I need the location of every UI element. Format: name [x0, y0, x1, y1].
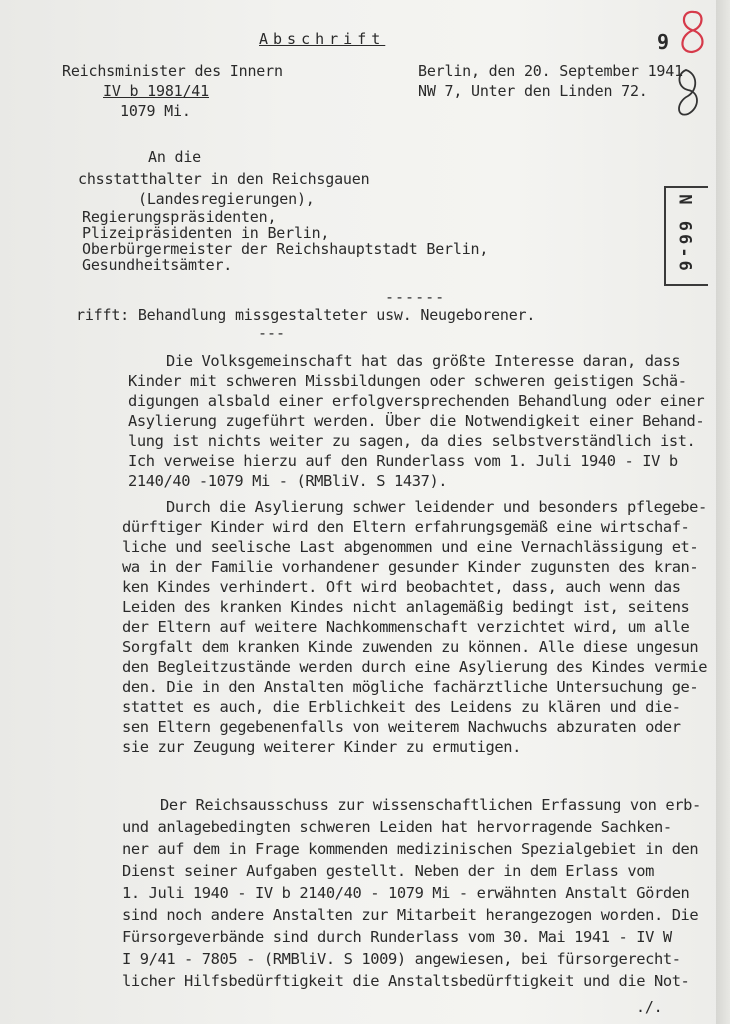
paragraph-2-line: dürftiger Kinder wird den Eltern erfahrungsgemäß eine wirtschaf-: [122, 518, 690, 536]
stamp-text: N 66-6: [675, 194, 696, 274]
paragraph-2-line: Leiden des kranken Kindes nicht anlagemäßig bedingt ist, seitens: [122, 598, 690, 616]
paragraph-1-line: Asylierung zugeführt werden. Über die Notwendigkeit einer Behand-: [128, 412, 705, 430]
paragraph-3-line: ner auf dem in Frage kommenden medizinischen Spezialgebiet in den: [122, 840, 699, 858]
paragraph-3-line: sind noch andere Anstalten zur Mitarbeit herangezogen worden. Die: [122, 906, 699, 924]
paragraph-2-line: der Eltern auf weitere Nachkommenschaft verzichtet wird, um alle: [122, 618, 690, 636]
paragraph-2-line: stattet es auch, die Erblichkeit des Leidens zu klären und die-: [122, 698, 681, 716]
recipient-line: Gesundheitsämter.: [82, 256, 233, 274]
paragraph-2-line: ken Kindes verhindert. Oft wird beobachtet, dass, auch wenn das: [122, 578, 681, 596]
paragraph-1-line: Ich verweise hierzu auf den Runderlass vom 1. Juli 1940 - IV b: [128, 452, 678, 470]
paragraph-2-line: sen Eltern gegebenenfalls von weiterem Nachwuchs abzuraten oder: [122, 718, 681, 736]
sender-line-3: 1079 Mi.: [120, 102, 191, 120]
place-date: Berlin, den 20. September 1941: [418, 62, 683, 80]
paragraph-3-line: licher Hilfsbedürftigkeit die Anstaltsbedürftigkeit und die Not-: [122, 972, 690, 990]
paragraph-2-line: den. Die in den Anstalten mögliche fachärztliche Untersuchung ge-: [122, 678, 699, 696]
handwritten-mark-text: 8: [672, 4, 673, 5]
paragraph-3-line: I 9/41 - 7805 - (RMBliV. S 1009) angewiesen, bei fürsorgerecht-: [122, 950, 681, 968]
paragraph-1-line: Kinder mit schweren Missbildungen oder schweren geistigen Schä-: [128, 372, 687, 390]
paragraph-3-line: und anlagebedingten schweren Leiden hat hervorragende Sachken-: [122, 818, 672, 836]
page-number: 9: [657, 30, 670, 54]
paragraph-2-line: wa in der Familie vorhandener gesunder Kinder zugunsten des kran-: [122, 558, 699, 576]
address: NW 7, Unter den Linden 72.: [418, 82, 648, 100]
recipient-to: An die: [148, 148, 201, 166]
document-heading: Abschrift: [259, 30, 386, 48]
sender-line-2: IV b 1981/41: [103, 82, 209, 100]
subject-rule: ---: [258, 324, 286, 342]
recipient-line: Regierungspräsidenten,: [82, 208, 277, 226]
paragraph-2-line: Durch die Asylierung schwer leidender und besonders pflegebe-: [166, 498, 707, 516]
paragraph-1-line: 2140/40 -1079 Mi - (RMBliV. S 1437).: [128, 472, 448, 490]
paragraph-3-line: Fürsorgeverbände sind durch Runderlass vom 30. Mai 1941 - IV W: [122, 928, 672, 946]
paragraph-3-line: Der Reichsausschuss zur wissenschaftlichen Erfassung von erb-: [160, 796, 701, 814]
separator: ------: [385, 288, 446, 306]
paragraph-2-line: liche und seelische Last abgenommen und eine Vernachlässigung et-: [122, 538, 699, 556]
paragraph-2-line: Sorgfalt dem kranken Kinde zuwenden zu können. Alle diese ungesun: [122, 638, 699, 656]
continuation-mark: ./.: [636, 998, 663, 1016]
recipient-line: Plizeipräsidenten in Berlin,: [82, 224, 330, 242]
recipient-line: chsstatthalter in den Reichsgauen: [78, 170, 370, 188]
paragraph-2-line: den Begleitzustände werden durch eine Asylierung des Kindes vermie: [122, 658, 708, 676]
subject-line: rifft: Behandlung missgestalteter usw. Neugeborener.: [76, 306, 536, 324]
paragraph-1-line: digungen alsbald einer erfolgversprechenden Behandlung oder einer: [128, 392, 705, 410]
recipient-line: Oberbürgermeister der Reichshauptstadt Berlin,: [82, 240, 489, 258]
paragraph-2-line: sie zur Zeugung weiterer Kinder zu ermutigen.: [122, 738, 521, 756]
page-edge: [716, 0, 730, 1024]
paragraph-3-line: Dienst seiner Aufgaben gestellt. Neben der in dem Erlass vom: [122, 862, 654, 880]
recipient-line: (Landesregierungen),: [138, 190, 315, 208]
paragraph-3-line: 1. Juli 1940 - IV b 2140/40 - 1079 Mi - erwähnten Anstalt Görden: [122, 884, 690, 902]
sender-line-1: Reichsminister des Innern: [62, 62, 283, 80]
paragraph-1-line: Die Volksgemeinschaft hat das größte Interesse daran, dass: [166, 352, 681, 370]
paragraph-1-line: lung ist nichts weiter zu sagen, da dies selbstverständlich ist.: [128, 432, 696, 450]
